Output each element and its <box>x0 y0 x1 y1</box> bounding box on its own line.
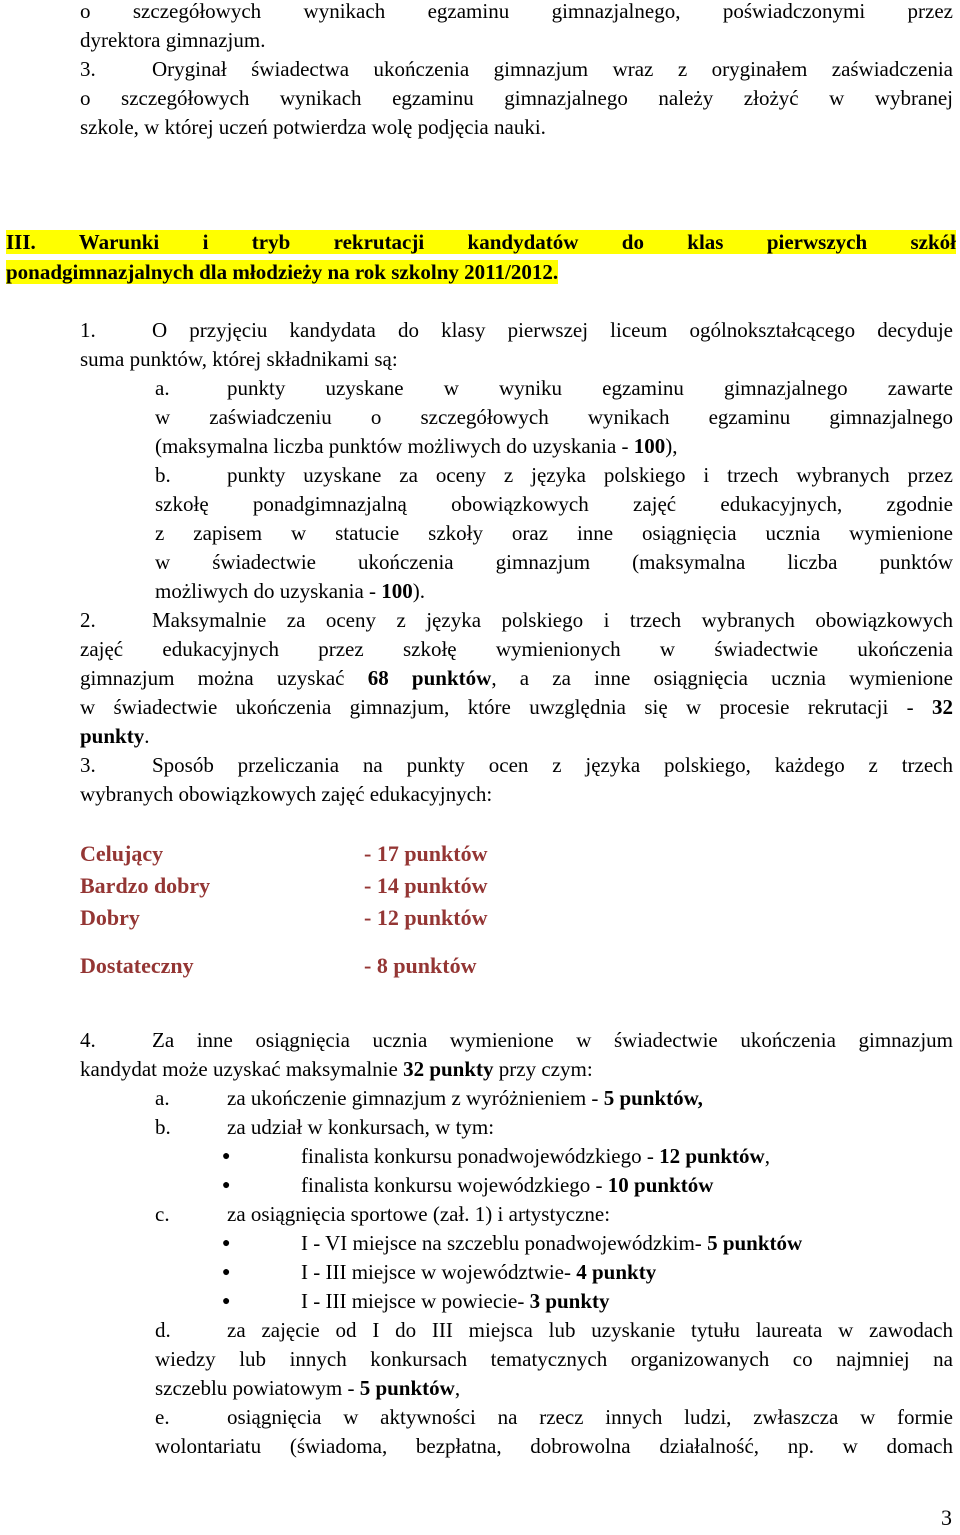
text-run: (maksymalna liczba punktów możliwych do uzyskania - <box>155 434 634 458</box>
text-line <box>155 432 678 461</box>
list-label: b. <box>155 1115 171 1139</box>
text-line <box>155 577 425 606</box>
text-run: szczeblu powiatowym - <box>155 1376 360 1400</box>
bold-run: 5 punktów <box>359 1376 455 1400</box>
list-label: b. <box>155 463 171 487</box>
text-line: Sposób przeliczania na punkty ocen z języka polskiego, każdego z trzech <box>152 753 953 777</box>
bold-run: 100 <box>381 579 413 603</box>
list-label: a. <box>155 376 170 400</box>
text-line: o szczegółowych wynikach egzaminu gimnazjalnego, poświadczonymi przez <box>80 0 953 23</box>
text-line: punkty uzyskane za oceny z języka polskiego i trzech wybranych przez <box>227 463 953 487</box>
text-line: zajęć edukacyjnych przez szkołę wymienionych w świadectwie ukończenia <box>80 637 953 661</box>
bullet-icon: ● <box>222 1178 231 1193</box>
grade-name: Celujący <box>80 841 164 866</box>
text-line: wolontariatu (świadoma, bezpłatna, dobrowolna działalność, np. w domach <box>155 1434 953 1458</box>
text-line: Maksymalnie za oceny z języka polskiego i trzech wybranych obowiązkowych <box>152 608 953 632</box>
bold-run: punkty <box>80 724 145 748</box>
bullet-icon: ● <box>222 1294 231 1309</box>
list-number: 1. <box>80 318 96 342</box>
section-heading-line2 <box>6 257 558 287</box>
section-title-line1: III. Warunki i tryb rekrutacji kandydatów do klas pierwszych szkół <box>6 230 956 254</box>
grade-points: - 8 punktów <box>364 953 477 978</box>
bold-run: 3 punkty <box>529 1289 610 1313</box>
text-line: Za inne osiągnięcia ucznia wymienione w świadectwie ukończenia gimnazjum <box>152 1028 953 1052</box>
section-heading <box>6 227 956 257</box>
text-run: . <box>144 724 150 748</box>
bullet-icon: ● <box>222 1149 231 1164</box>
list-number: 2. <box>80 608 96 632</box>
text-line <box>80 693 953 722</box>
text-line: szkole, w której uczeń potwierdza wolę podjęcia nauki. <box>80 115 546 139</box>
list-label: a. <box>155 1086 170 1110</box>
list-label: d. <box>155 1318 171 1342</box>
text-line: suma punktów, której składnikami są: <box>80 347 398 371</box>
text-line: wiedzy lub innych konkursach tematycznych organizowanych co najmniej na <box>155 1347 953 1371</box>
text-line: w zaświadczeniu o szczegółowych wynikach egzaminu gimnazjalnego <box>155 405 953 429</box>
bullet-icon: ● <box>222 1265 231 1280</box>
text-line: osiągnięcia w aktywności na rzecz innych ludzi, zwłaszcza w formie <box>227 1405 953 1429</box>
text-line: za osiągnięcia sportowe (zał. 1) i artystyczne: <box>227 1202 611 1226</box>
list-label: e. <box>155 1405 170 1429</box>
text-line: w świadectwie ukończenia gimnazjum (maksymalna liczba punktów <box>155 550 953 574</box>
grade-points: - 14 punktów <box>364 873 488 898</box>
bold-run: 100 <box>633 434 666 458</box>
text-line <box>80 664 953 693</box>
bold-run: 32 punkty <box>403 1057 494 1081</box>
text-run: , <box>764 1144 770 1168</box>
text-line: z zapisem w statucie szkoły oraz inne osiągnięcia ucznia wymienione <box>155 521 953 545</box>
text-run: kandydat może uzyskać maksymalnie <box>80 1057 404 1081</box>
text-line <box>301 1171 713 1200</box>
text-run: ), <box>665 434 678 458</box>
text-run: możliwych do uzyskania - <box>155 579 382 603</box>
text-line <box>80 1055 593 1084</box>
text-run: przy czym: <box>493 1057 593 1081</box>
text-line <box>301 1287 610 1316</box>
text-line: Oryginał świadectwa ukończenia gimnazjum wraz z oryginałem zaświadczenia <box>152 57 953 81</box>
bold-run: 10 punktów <box>607 1173 714 1197</box>
text-line: za udział w konkursach, w tym: <box>227 1115 495 1139</box>
text-run: , a za inne osiągnięcia ucznia wymienione <box>491 666 953 690</box>
grade-name: Dobry <box>80 905 140 930</box>
text-run: I - III miejsce w powiecie- <box>301 1289 530 1313</box>
grade-name: Bardzo dobry <box>80 873 211 898</box>
bold-run: 4 punkty <box>576 1260 657 1284</box>
bold-run: 68 punktów <box>367 666 492 690</box>
text-line: wybranych obowiązkowych zajęć edukacyjnych: <box>80 782 493 806</box>
text-line: punkty uzyskane w wyniku egzaminu gimnazjalnego zawarte <box>227 376 953 400</box>
text-line <box>80 722 149 751</box>
list-label: c. <box>155 1202 170 1226</box>
text-line: dyrektora gimnazjum. <box>80 28 266 52</box>
text-run: za ukończenie gimnazjum z wyróżnieniem - <box>227 1086 604 1110</box>
text-line <box>301 1142 770 1171</box>
text-line <box>301 1258 656 1287</box>
section-title-line2: ponadgimnazjalnych dla młodzieży na rok szkolny 2011/2012. <box>6 260 559 284</box>
text-line: O przyjęciu kandydata do klasy pierwszej liceum ogólnokształcącego decyduje <box>152 318 953 342</box>
grade-points: - 17 punktów <box>364 841 488 866</box>
grade-name: Dostateczny <box>80 953 194 978</box>
text-line <box>155 1374 460 1403</box>
text-run: gimnazjum można uzyskać <box>80 666 368 690</box>
text-line <box>227 1084 703 1113</box>
page-number: 3 <box>941 1505 952 1530</box>
list-number: 3. <box>80 57 96 81</box>
text-run: ). <box>412 579 426 603</box>
text-line <box>301 1229 802 1258</box>
text-run: finalista konkursu ponadwojewódzkiego - <box>301 1144 660 1168</box>
text-run: I - III miejsce w województwie- <box>301 1260 577 1284</box>
bold-run: 5 punktów <box>707 1231 803 1255</box>
text-run: , <box>454 1376 461 1400</box>
list-number: 4. <box>80 1028 96 1052</box>
bold-run: 12 punktów <box>659 1144 765 1168</box>
list-number: 3. <box>80 753 96 777</box>
text-line: o szczegółowych wynikach egzaminu gimnazjalnego należy złożyć w wybranej <box>80 86 953 110</box>
bold-run: 5 punktów, <box>603 1086 703 1110</box>
text-run: I - VI miejsce na szczeblu ponadwojewódzkim- <box>301 1231 708 1255</box>
bullet-icon: ● <box>222 1236 231 1251</box>
bold-run: 32 <box>932 695 953 719</box>
text-line: szkołę ponadgimnazjalną obowiązkowych zajęć edukacyjnych, zgodnie <box>155 492 953 516</box>
grade-points: - 12 punktów <box>364 905 488 930</box>
text-line: za zajęcie od I do III miejsca lub uzyskanie tytułu laureata w zawodach <box>227 1318 953 1342</box>
text-run: finalista konkursu wojewódzkiego - <box>301 1173 608 1197</box>
text-run: w świadectwie ukończenia gimnazjum, które uwzględnia się w procesie rekrutacji - <box>80 695 932 719</box>
